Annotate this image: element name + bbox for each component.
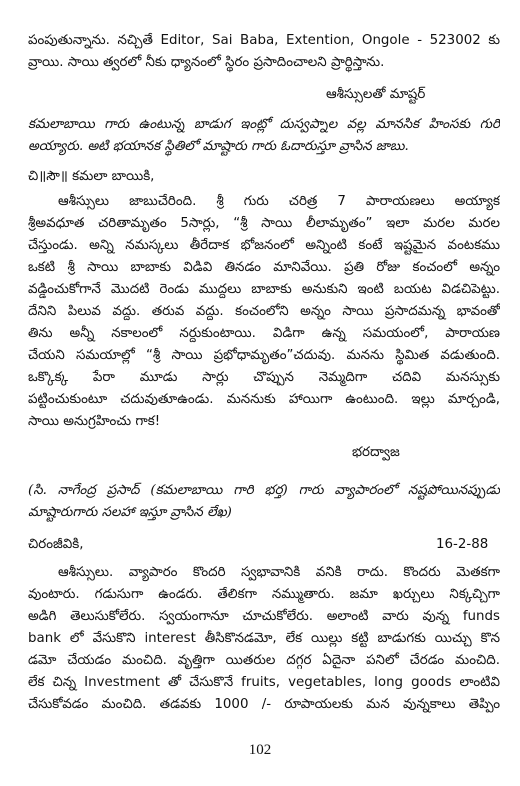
signature-line: భరద్వాజ bbox=[352, 445, 400, 460]
editorial-note-line: కమలాబాయి గారు ఉంటున్న బాడుగ ఇంట్లో దుస్వప్నాల వల్ల మానసిక హింసకు గురి bbox=[28, 117, 500, 132]
text-line: చేసుకోవడం మంచిది. తడవకు 1000 /- రూపాయలకు మన వున్నకాలు తెప్పిం bbox=[28, 697, 500, 712]
text-line: పంపుతున్నాను. నచ్చితే Editor, Sai Baba, Extention, Ongole - 523002 కు bbox=[28, 33, 500, 48]
text-line: చేయని సమయాల్లో “శ్రీ సాయి ప్రభోధామృతం”చదువు. మనను స్థిమిత వడుతుంది. bbox=[28, 348, 500, 363]
text-line: అడిగి తెలుసుకోలేరు. స్వయంగానూ చూచుకోలేరు. అలాంటి వారు వున్న funds bbox=[28, 609, 500, 624]
page-number: 102 bbox=[248, 742, 272, 758]
text-line: bank లో వేసుకొని interest తీసికొనడమో, లేక యిల్లు కట్టి బాడుగకు యిచ్చు కొన bbox=[28, 631, 500, 646]
text-line: చేస్తుండు. అన్ని నమస్కలు తీరేదాక భోజనంలో అన్నింటి కంటే ఇష్టమైన వంటకము bbox=[28, 238, 500, 253]
text-line: వడ్డించుకోగానే మొదటి రెండు ముద్దలు బాబాకు అనుకుని ఇంటి బయట విడచిపెట్టు. bbox=[28, 282, 500, 297]
text-line: ఒక్కొక్క పేరా మూడు సార్లు చొప్పున నెమ్మదిగా చదివి మనస్సుకు bbox=[28, 370, 500, 385]
text-line: దేనిని పిలువ వద్దు. తరువ వద్దు. కంచంలోని అన్నం సాయి ప్రసాదమన్న భావంతో bbox=[28, 304, 500, 319]
editorial-note-line: అయ్యారు. అటి భయానక స్థితిలో మాష్టారు గారు ఓదారుస్తూ వ్రాసిన జాబు. bbox=[28, 139, 409, 154]
text-line: శ్రీఅవధూత చరితామృతం 5సార్లు, “శ్రీ సాయి లీలామృతం” ఇలా మరల మరల bbox=[28, 216, 500, 231]
text-line: పట్టించుకుంటూ చదువుతూఉండు. మననుకు హాయిగా ఉంటుంది. ఇల్లు మార్చండి, bbox=[28, 392, 500, 407]
text-line: లేక చిన్న Investment తో చేసుకొనే fruits, vegetables, long goods లాంటివి bbox=[28, 675, 500, 690]
text-line: ఒకటి శ్రీ సాయి బాబాకు విడివి తినడం మానివేయి. ప్రతి రోజు కంచంలో అన్నం bbox=[28, 260, 500, 275]
text-line: ఆశీస్సులు. వ్యాపారం కొందరి స్వభావానికి వనికి రాదు. కొందరు మెతకగా bbox=[58, 565, 500, 580]
editorial-note-line: (సి. నాగేంద్ర ప్రసాద్ (కమలాబాయి గారి భర్త) గారు వ్యాపారంలో నష్టపోయినప్పుడు bbox=[28, 483, 500, 498]
text-line: చిరంజీవికి, bbox=[28, 537, 84, 552]
text-line: డమో చేయడం మంచిది. వృత్తిగా యితరుల దగ్గర ఏదైనా పనిలో చేరడం మంచిది. bbox=[28, 653, 500, 668]
text-line: ఆశీస్సులు జాబుచేరింది. శ్రీ గురు చరిత్ర 7 పారాయణలు అయ్యాక bbox=[58, 194, 500, 209]
text-line: సాయి అనుగ్రహించు గాక! bbox=[28, 414, 161, 429]
signature-line: ఆశీస్సులతో మాష్టర్ bbox=[326, 87, 426, 102]
signature-line: 16-2-88 bbox=[436, 537, 489, 552]
text-line: తిను అన్నీ నకాలంలో నర్దుకుంటాయి. విడిగా ఉన్న సమయంలో, పారాయణ bbox=[28, 326, 500, 341]
text-line: వుంటారు. గడుసుగా ఉండరు. తేలికగా నమ్ముతారు. జమా ఖర్చులు నిక్కచ్చిగా bbox=[28, 587, 500, 602]
editorial-note-line: మాష్టారుగారు సలహా ఇస్తూ వ్రాసిన లేఖ) bbox=[28, 505, 232, 520]
text-line: చి॥సౌ॥ కమలా బాయికి, bbox=[28, 169, 155, 184]
text-line: వ్రాయి. సాయి త్వరలో నీకు ధ్యానంలో స్థిరం ప్రసాదించాలని ప్రార్థిస్తాను. bbox=[28, 55, 385, 70]
